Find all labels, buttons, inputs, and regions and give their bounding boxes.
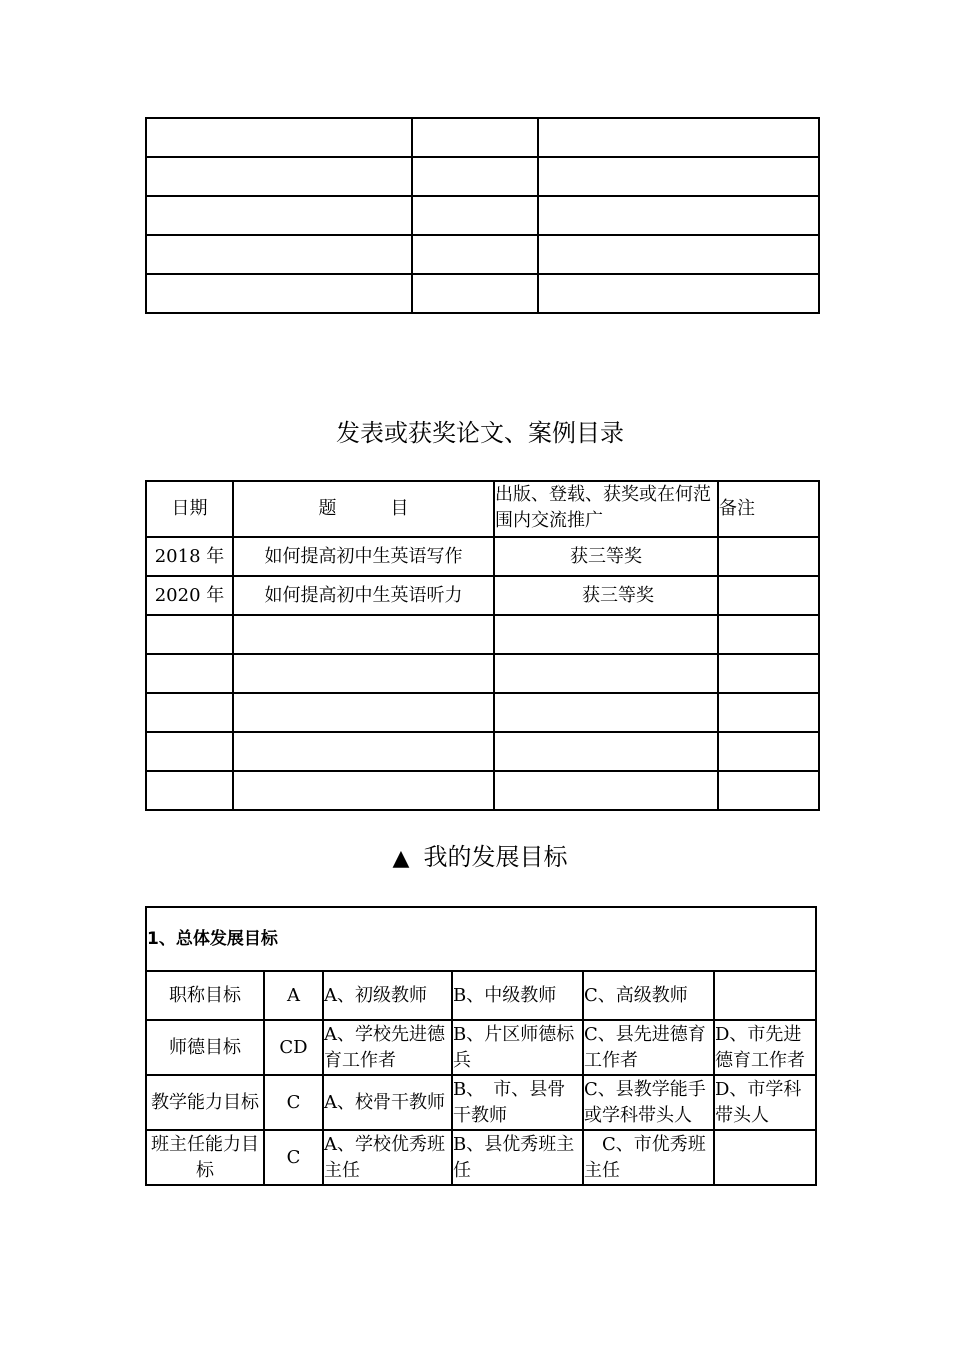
goal-option-d: D、市学科带头人 bbox=[714, 1075, 816, 1130]
cell-note bbox=[718, 576, 819, 615]
goal-choice: C bbox=[264, 1130, 323, 1185]
cell-title: 如何提高初中生英语听力 bbox=[233, 576, 494, 615]
cell bbox=[538, 235, 819, 274]
goal-option-c: C、市优秀班主任 bbox=[583, 1130, 714, 1185]
goal-option-b: B、县优秀班主任 bbox=[452, 1130, 583, 1185]
goal-option-c: C、县先进德育工作者 bbox=[583, 1020, 714, 1075]
cell-date: 2018 年 bbox=[146, 537, 233, 576]
table-row bbox=[146, 1020, 816, 1075]
goal-option-a: A、初级教师 bbox=[323, 971, 452, 1020]
table-row bbox=[146, 1130, 816, 1185]
cell bbox=[146, 693, 233, 732]
cell bbox=[494, 615, 718, 654]
cell bbox=[494, 732, 718, 771]
table-row bbox=[146, 196, 819, 235]
goal-option-a: A、学校先进德育工作者 bbox=[323, 1020, 452, 1075]
cell bbox=[494, 654, 718, 693]
table-row bbox=[146, 615, 819, 654]
cell bbox=[146, 235, 412, 274]
goal-label: 教学能力目标 bbox=[146, 1075, 264, 1130]
header-note: 备注 bbox=[718, 481, 819, 537]
goals-table bbox=[145, 906, 817, 1186]
table-row bbox=[146, 971, 816, 1020]
goal-option-c: C、高级教师 bbox=[583, 971, 714, 1020]
cell bbox=[146, 274, 412, 313]
cell bbox=[718, 615, 819, 654]
table-row bbox=[146, 1075, 816, 1130]
cell bbox=[146, 196, 412, 235]
goals-heading-text: 我的发展目标 bbox=[423, 843, 568, 871]
cell bbox=[146, 157, 412, 196]
goal-option-d: D、市先进德育工作者 bbox=[714, 1020, 816, 1075]
cell bbox=[233, 693, 494, 732]
cell bbox=[718, 732, 819, 771]
cell bbox=[233, 654, 494, 693]
table-title-row bbox=[146, 907, 816, 971]
goal-option-b: B、 市、县骨干教师 bbox=[452, 1075, 583, 1130]
goal-label: 职称目标 bbox=[146, 971, 264, 1020]
cell-scope: 获三等奖 bbox=[494, 537, 718, 576]
cell bbox=[538, 157, 819, 196]
cell bbox=[412, 157, 538, 196]
header-scope: 出版、登载、获奖或在何范围内交流推广 bbox=[494, 481, 718, 537]
cell bbox=[538, 274, 819, 313]
goal-option-b: B、片区师德标兵 bbox=[452, 1020, 583, 1075]
goal-choice: CD bbox=[264, 1020, 323, 1075]
table-row bbox=[146, 654, 819, 693]
cell bbox=[146, 118, 412, 157]
cell bbox=[538, 196, 819, 235]
header-title: 题 目 bbox=[233, 481, 494, 537]
goal-option-a: A、学校优秀班主任 bbox=[323, 1130, 452, 1185]
cell-note bbox=[718, 537, 819, 576]
goal-label: 师德目标 bbox=[146, 1020, 264, 1075]
papers-heading: 发表或获奖论文、案例目录 bbox=[336, 419, 624, 447]
cell-title: 如何提高初中生英语写作 bbox=[233, 537, 494, 576]
goal-option-c: C、县教学能手或学科带头人 bbox=[583, 1075, 714, 1130]
cell bbox=[412, 118, 538, 157]
triangle-icon: ▲ bbox=[392, 846, 410, 871]
cell bbox=[146, 615, 233, 654]
cell bbox=[146, 732, 233, 771]
table-row bbox=[146, 576, 819, 615]
goal-option-a: A、校骨干教师 bbox=[323, 1075, 452, 1130]
cell bbox=[412, 274, 538, 313]
cell bbox=[233, 771, 494, 810]
table-row bbox=[146, 732, 819, 771]
cell bbox=[718, 654, 819, 693]
cell bbox=[412, 235, 538, 274]
cell bbox=[146, 771, 233, 810]
cell bbox=[538, 118, 819, 157]
goal-choice: A bbox=[264, 971, 323, 1020]
papers-table bbox=[145, 480, 820, 811]
cell bbox=[494, 693, 718, 732]
header-date: 日期 bbox=[146, 481, 233, 537]
table-row bbox=[146, 693, 819, 732]
goal-option-b: B、中级教师 bbox=[452, 971, 583, 1020]
cell bbox=[718, 771, 819, 810]
cell bbox=[233, 732, 494, 771]
cell bbox=[494, 771, 718, 810]
cell bbox=[412, 196, 538, 235]
table-header-row bbox=[146, 481, 819, 537]
cell-scope: 获三等奖 bbox=[494, 576, 718, 615]
cell bbox=[718, 693, 819, 732]
table-row bbox=[146, 118, 819, 157]
cell bbox=[146, 654, 233, 693]
cell bbox=[233, 615, 494, 654]
goals-heading bbox=[0, 840, 960, 876]
table-row bbox=[146, 157, 819, 196]
cell-date: 2020 年 bbox=[146, 576, 233, 615]
table-row bbox=[146, 537, 819, 576]
goal-option-d bbox=[714, 971, 816, 1020]
goals-section-title: 1、总体发展目标 bbox=[146, 907, 816, 971]
goal-option-d bbox=[714, 1130, 816, 1185]
goal-choice: C bbox=[264, 1075, 323, 1130]
table-row bbox=[146, 771, 819, 810]
blank-table bbox=[145, 117, 820, 314]
table-row bbox=[146, 274, 819, 313]
goal-label: 班主任能力目标 bbox=[146, 1130, 264, 1185]
table-row bbox=[146, 235, 819, 274]
